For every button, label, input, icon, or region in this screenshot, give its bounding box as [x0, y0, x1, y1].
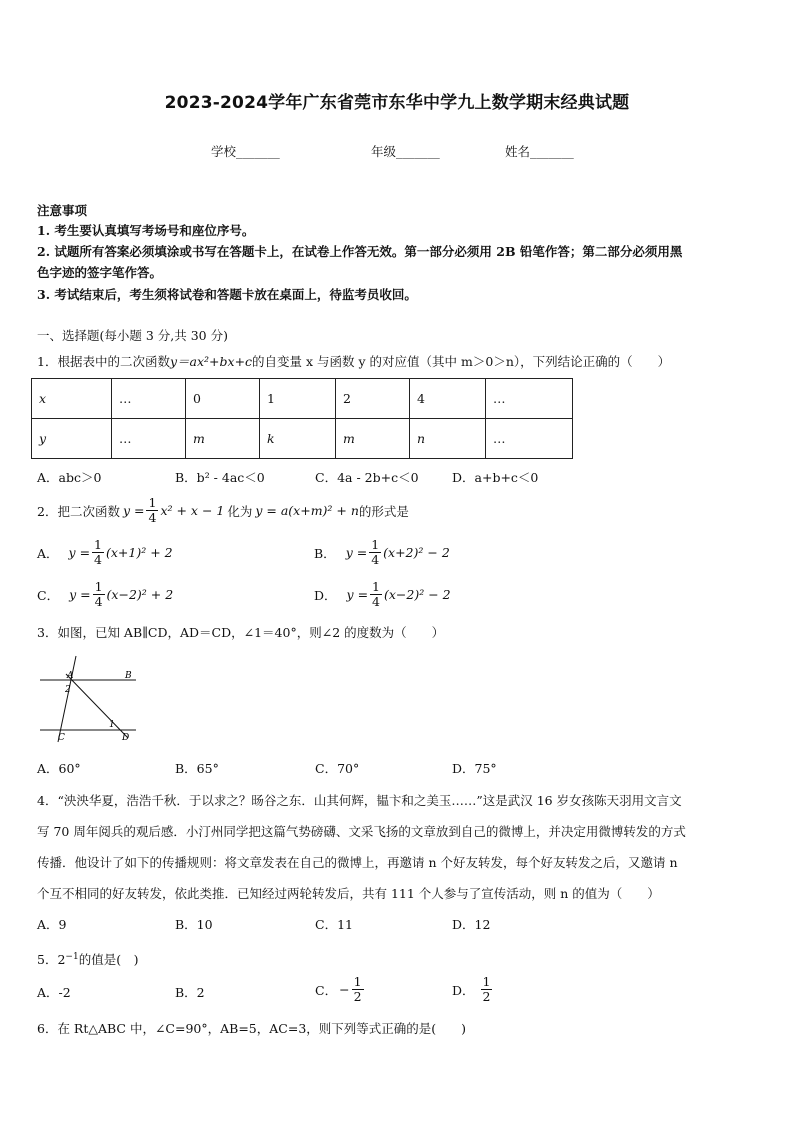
- q5-option-b[interactable]: B．2: [175, 985, 205, 1000]
- q3-option-a[interactable]: A．60°: [37, 761, 81, 776]
- fraction: $\frac{1}{4}$: [371, 537, 380, 567]
- q4-line-4: 个互不相同的好友转发，依此类推．已知经过两轮转发后，共有 111 个人参与了宣传活动，则 n 的值为（ ）: [37, 886, 660, 901]
- name-field[interactable]: 姓名_______: [505, 144, 574, 159]
- table-cell: …: [486, 379, 573, 419]
- q5-option-c[interactable]: C． − $\frac{1}{2}$: [315, 974, 362, 1004]
- line-ac: [58, 656, 76, 742]
- q2-stem: [37, 496, 409, 525]
- table-cell: y: [32, 419, 112, 459]
- q2-stem-c: 的形式是: [358, 503, 409, 519]
- q5-stem: 5．$2^{-1}$的值是( ): [37, 952, 139, 968]
- table-cell: 1: [260, 379, 336, 419]
- fraction: $\frac{1}{4}$: [94, 579, 103, 609]
- fraction: $\frac{1}{4}$: [148, 495, 157, 525]
- notice-item-2: 2. 试题所有答案必须填涂或书写在答题卡上，在试卷上作答无效。第一部分必须用 2B 铅笔作答；第二部分必须用黑: [37, 244, 683, 259]
- q2-stem-a: 2．把二次函数: [37, 503, 120, 519]
- q5-exponent: −1: [65, 952, 79, 962]
- fraction: $\frac{1}{2}$: [353, 974, 362, 1004]
- value-table: [31, 378, 573, 459]
- q2-func1: x² + x − 1: [160, 503, 225, 518]
- grade-field[interactable]: 年级_______: [371, 144, 440, 159]
- label-angle-1: 1: [109, 720, 115, 730]
- table-cell: m: [186, 419, 260, 459]
- q4-line-2: 写 70 周年阅兵的观后感．小汀州同学把这篇气势磅礴、文采飞扬的文章放到自己的微博上，并决定用微博转发的方式: [37, 824, 686, 839]
- q1-option-d[interactable]: D．a+b+c＜0: [452, 470, 539, 485]
- q2-func2: y = a(x+m)² + n: [255, 503, 359, 518]
- q5-option-a[interactable]: A．-2: [37, 985, 71, 1000]
- label-d: D: [122, 733, 130, 743]
- notice-item-1: 1. 考生要认真填写考场号和座位序号。: [37, 223, 255, 238]
- q2-option-c[interactable]: C． y = $\frac{1}{4}$ (x−2)² + 2: [37, 579, 174, 609]
- q2-option-b[interactable]: B． y = $\frac{1}{4}$ (x+2)² − 2: [314, 537, 450, 567]
- q3-stem: 3．如图，已知 AB∥CD，AD＝CD，∠1＝40°，则∠2 的度数为（ ）: [37, 625, 445, 640]
- q4-option-a[interactable]: A．9: [37, 917, 67, 932]
- q4-option-d[interactable]: D．12: [452, 917, 491, 932]
- q1-option-c[interactable]: C．4a - 2b+c＜0: [315, 470, 419, 485]
- q2-option-a[interactable]: A． y = $\frac{1}{4}$ (x+1)² + 2: [37, 537, 173, 567]
- q4-option-c[interactable]: C．11: [315, 917, 353, 932]
- q4-option-b[interactable]: B．10: [175, 917, 213, 932]
- table-cell: k: [260, 419, 336, 459]
- q3-option-c[interactable]: C．70°: [315, 761, 360, 776]
- table-cell: 2: [336, 379, 410, 419]
- q1-option-b[interactable]: B．b² - 4ac＜0: [175, 470, 265, 485]
- q5-option-d[interactable]: D． $\frac{1}{2}$: [452, 974, 491, 1004]
- notice-item-2-cont: 色字迹的签字笔作答。: [37, 265, 163, 280]
- table-cell: …: [486, 419, 573, 459]
- q3-figure: [36, 652, 146, 744]
- q1-stem-b: 的自变量 x 与函数 y 的对应值（其中 m＞0＞n），下列结论正确的（ ）: [252, 354, 671, 369]
- table-cell: n: [410, 419, 486, 459]
- table-row-x: [32, 379, 573, 419]
- q2-y-eq: y =: [122, 503, 145, 518]
- table-cell: x: [32, 379, 112, 419]
- section-heading: 一、选择题(每小题 3 分,共 30 分): [37, 328, 228, 343]
- fraction: $\frac{1}{4}$: [372, 579, 380, 609]
- q4-line-3: 传播．他设计了如下的传播规则：将文章发表在自己的微博上，再邀请 n 个好友转发，每个好友转发之后，又邀请 n: [37, 855, 678, 870]
- q1-option-a[interactable]: A．abc＞0: [37, 470, 102, 485]
- page-title: 2023-2024学年广东省莞市东华中学九上数学期末经典试题: [164, 93, 630, 113]
- table-cell: 0: [186, 379, 260, 419]
- q1-function: y＝ax²+bx+c: [169, 354, 253, 369]
- fraction: $\frac{1}{4}$: [94, 537, 102, 567]
- line-ad: [66, 674, 128, 738]
- label-c: C: [58, 733, 65, 743]
- q3-option-b[interactable]: B．65°: [175, 761, 219, 776]
- table-cell: 4: [410, 379, 486, 419]
- label-angle-2: 2: [65, 685, 71, 695]
- school-field[interactable]: 学校_______: [211, 144, 280, 159]
- table-cell: m: [336, 419, 410, 459]
- q1-stem: [37, 351, 670, 373]
- q2-stem-b: 化为: [227, 503, 253, 519]
- q4-line-1: 4．“泱泱华夏，浩浩千秋．于以求之？旸谷之东．山其何辉，韫卞和之美玉……”这是武汉 16 岁女孩陈天羽用文言文: [37, 793, 682, 808]
- q6-stem: 6．在 Rt△ABC 中，∠C=90°，AB=5，AC=3，则下列等式正确的是( ): [37, 1021, 467, 1036]
- label-a: A: [67, 671, 74, 681]
- q1-stem-a: 1．根据表中的二次函数: [37, 354, 170, 369]
- q2-option-d[interactable]: D． y = $\frac{1}{4}$ (x−2)² − 2: [314, 579, 451, 609]
- table-row-y: [32, 419, 573, 459]
- q3-option-d[interactable]: D．75°: [452, 761, 497, 776]
- notice-item-3: 3. 考试结束后，考生须将试卷和答题卡放在桌面上，待监考员收回。: [37, 287, 417, 302]
- fraction: $\frac{1}{2}$: [482, 974, 491, 1004]
- table-cell: …: [112, 379, 186, 419]
- label-b: B: [125, 671, 132, 681]
- table-cell: …: [112, 419, 186, 459]
- notice-heading: 注意事项: [37, 203, 88, 218]
